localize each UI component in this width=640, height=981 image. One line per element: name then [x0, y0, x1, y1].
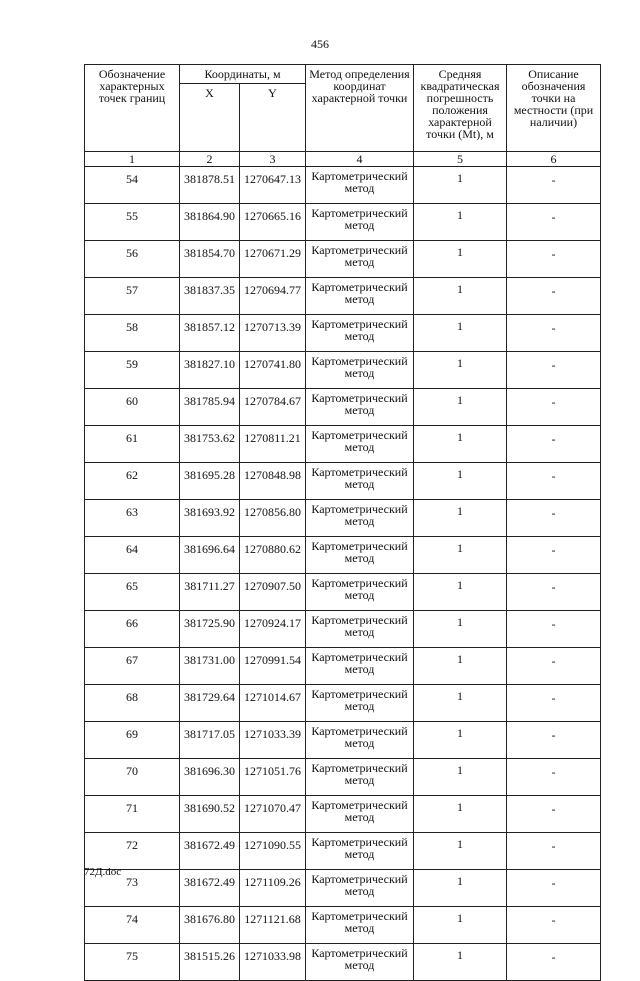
- x-coordinate-cell: 381725.90: [180, 611, 240, 648]
- header-x: X: [180, 84, 240, 152]
- mt-cell: 1: [414, 759, 507, 796]
- method-line-2: метод: [344, 218, 375, 232]
- method-line-2: метод: [344, 366, 375, 380]
- method-line-2: метод: [344, 477, 375, 491]
- table-row: [85, 611, 601, 648]
- description-cell: -: [507, 389, 601, 426]
- x-coordinate-cell: 381785.94: [180, 389, 240, 426]
- description-cell: -: [507, 241, 601, 278]
- y-coordinate-cell: 1270665.16: [240, 204, 306, 241]
- description-cell: -: [507, 426, 601, 463]
- method-line-2: метод: [344, 403, 375, 417]
- point-cell: 62: [85, 463, 180, 500]
- point-cell: 65: [85, 574, 180, 611]
- method-line-2: метод: [344, 551, 375, 565]
- table-row: [85, 574, 601, 611]
- description-cell: -: [507, 759, 601, 796]
- description-cell: -: [507, 833, 601, 870]
- x-coordinate-cell: 381695.28: [180, 463, 240, 500]
- x-coordinate-cell: 381672.49: [180, 833, 240, 870]
- mt-cell: 1: [414, 944, 507, 981]
- description-cell: -: [507, 500, 601, 537]
- method-line-2: метод: [344, 699, 375, 713]
- x-coordinate-cell: 381753.62: [180, 426, 240, 463]
- method-line-1: Картометрический: [311, 539, 408, 553]
- header-method: Метод определения координат характерной точки: [306, 65, 414, 152]
- table-row: [85, 796, 601, 833]
- method-line-1: Картометрический: [311, 354, 408, 368]
- y-coordinate-cell: 1271121.68: [240, 907, 306, 944]
- method-line-2: метод: [344, 625, 375, 639]
- method-cell: [306, 685, 414, 722]
- point-cell: 58: [85, 315, 180, 352]
- column-number: 3: [240, 152, 306, 167]
- point-cell: 57: [85, 278, 180, 315]
- method-cell: [306, 315, 414, 352]
- method-line-1: Картометрический: [311, 428, 408, 442]
- point-cell: 72: [85, 833, 180, 870]
- method-line-2: метод: [344, 292, 375, 306]
- method-line-2: метод: [344, 773, 375, 787]
- method-cell: [306, 611, 414, 648]
- table-row: [85, 204, 601, 241]
- mt-cell: 1: [414, 278, 507, 315]
- table-row: [85, 167, 601, 204]
- mt-cell: 1: [414, 241, 507, 278]
- x-coordinate-cell: 381690.52: [180, 796, 240, 833]
- method-line-1: Картометрический: [311, 502, 408, 516]
- method-cell: [306, 389, 414, 426]
- method-line-2: метод: [344, 329, 375, 343]
- mt-cell: 1: [414, 315, 507, 352]
- column-number: 6: [507, 152, 601, 167]
- description-cell: -: [507, 944, 601, 981]
- method-cell: [306, 204, 414, 241]
- x-coordinate-cell: 381693.92: [180, 500, 240, 537]
- method-line-1: Картометрический: [311, 465, 408, 479]
- description-cell: -: [507, 685, 601, 722]
- y-coordinate-cell: 1271090.55: [240, 833, 306, 870]
- x-coordinate-cell: 381854.70: [180, 241, 240, 278]
- mt-cell: 1: [414, 685, 507, 722]
- mt-cell: 1: [414, 426, 507, 463]
- method-line-2: метод: [344, 921, 375, 935]
- column-number: 5: [414, 152, 507, 167]
- mt-cell: 1: [414, 500, 507, 537]
- table-row: [85, 907, 601, 944]
- x-coordinate-cell: 381857.12: [180, 315, 240, 352]
- y-coordinate-cell: 1270880.62: [240, 537, 306, 574]
- mt-cell: 1: [414, 389, 507, 426]
- point-cell: 61: [85, 426, 180, 463]
- mt-cell: 1: [414, 352, 507, 389]
- method-line-1: Картометрический: [311, 909, 408, 923]
- point-cell: 60: [85, 389, 180, 426]
- mt-cell: 1: [414, 870, 507, 907]
- table-row: [85, 722, 601, 759]
- table-row: [85, 833, 601, 870]
- y-coordinate-cell: 1270694.77: [240, 278, 306, 315]
- method-line-1: Картометрический: [311, 761, 408, 775]
- y-coordinate-cell: 1270741.80: [240, 352, 306, 389]
- x-coordinate-cell: 381837.35: [180, 278, 240, 315]
- table-row: [85, 278, 601, 315]
- x-coordinate-cell: 381864.90: [180, 204, 240, 241]
- y-coordinate-cell: 1271033.98: [240, 944, 306, 981]
- x-coordinate-cell: 381676.80: [180, 907, 240, 944]
- method-line-2: метод: [344, 810, 375, 824]
- x-coordinate-cell: 381731.00: [180, 648, 240, 685]
- point-cell: 70: [85, 759, 180, 796]
- x-coordinate-cell: 381717.05: [180, 722, 240, 759]
- description-cell: -: [507, 315, 601, 352]
- method-line-1: Картометрический: [311, 391, 408, 405]
- description-cell: -: [507, 167, 601, 204]
- x-coordinate-cell: 381515.26: [180, 944, 240, 981]
- method-cell: [306, 167, 414, 204]
- mt-cell: 1: [414, 907, 507, 944]
- point-cell: 69: [85, 722, 180, 759]
- method-cell: [306, 500, 414, 537]
- method-line-1: Картометрический: [311, 835, 408, 849]
- boundary-points-table: [84, 64, 601, 981]
- y-coordinate-cell: 1270811.21: [240, 426, 306, 463]
- header-y: Y: [240, 84, 306, 152]
- table-row: [85, 315, 601, 352]
- x-coordinate-cell: 381878.51: [180, 167, 240, 204]
- description-cell: -: [507, 870, 601, 907]
- method-cell: [306, 648, 414, 685]
- x-coordinate-cell: 381729.64: [180, 685, 240, 722]
- column-number: 2: [180, 152, 240, 167]
- point-cell: 66: [85, 611, 180, 648]
- y-coordinate-cell: 1270856.80: [240, 500, 306, 537]
- y-coordinate-cell: 1271033.39: [240, 722, 306, 759]
- method-line-2: метод: [344, 514, 375, 528]
- y-coordinate-cell: 1270784.67: [240, 389, 306, 426]
- method-line-1: Картометрический: [311, 243, 408, 257]
- method-line-1: Картометрический: [311, 872, 408, 886]
- method-line-2: метод: [344, 588, 375, 602]
- table-row: [85, 389, 601, 426]
- table-row: [85, 500, 601, 537]
- mt-cell: 1: [414, 833, 507, 870]
- y-coordinate-cell: 1270991.54: [240, 648, 306, 685]
- x-coordinate-cell: 381711.27: [180, 574, 240, 611]
- description-cell: -: [507, 611, 601, 648]
- table-row: [85, 352, 601, 389]
- y-coordinate-cell: 1270713.39: [240, 315, 306, 352]
- point-cell: 54: [85, 167, 180, 204]
- description-cell: -: [507, 907, 601, 944]
- method-cell: [306, 278, 414, 315]
- header-mt: Средняя квадратическая погрешность положения характерной точки (Mt), м: [414, 65, 507, 152]
- column-number: 4: [306, 152, 414, 167]
- method-cell: [306, 241, 414, 278]
- y-coordinate-cell: 1271070.47: [240, 796, 306, 833]
- description-cell: -: [507, 463, 601, 500]
- method-cell: [306, 907, 414, 944]
- point-cell: 63: [85, 500, 180, 537]
- description-cell: -: [507, 537, 601, 574]
- file-name-footer: 72Д.doc: [84, 866, 122, 878]
- method-cell: [306, 759, 414, 796]
- x-coordinate-cell: 381672.49: [180, 870, 240, 907]
- method-line-1: Картометрический: [311, 576, 408, 590]
- point-cell: 71: [85, 796, 180, 833]
- description-cell: -: [507, 796, 601, 833]
- method-line-1: Картометрический: [311, 317, 408, 331]
- description-cell: -: [507, 352, 601, 389]
- table-row: [85, 537, 601, 574]
- method-line-1: Картометрический: [311, 798, 408, 812]
- y-coordinate-cell: 1270848.98: [240, 463, 306, 500]
- description-cell: -: [507, 722, 601, 759]
- point-cell: 55: [85, 204, 180, 241]
- x-coordinate-cell: 381827.10: [180, 352, 240, 389]
- mt-cell: 1: [414, 648, 507, 685]
- method-line-2: метод: [344, 181, 375, 195]
- method-cell: [306, 796, 414, 833]
- point-cell: 67: [85, 648, 180, 685]
- description-cell: -: [507, 278, 601, 315]
- point-cell: 64: [85, 537, 180, 574]
- mt-cell: 1: [414, 204, 507, 241]
- y-coordinate-cell: 1271051.76: [240, 759, 306, 796]
- point-cell: 74: [85, 907, 180, 944]
- method-line-1: Картометрический: [311, 613, 408, 627]
- method-line-2: метод: [344, 736, 375, 750]
- mt-cell: 1: [414, 167, 507, 204]
- header-coordinates: Координаты, м: [180, 65, 306, 84]
- method-line-2: метод: [344, 884, 375, 898]
- y-coordinate-cell: 1270647.13: [240, 167, 306, 204]
- point-cell: 75: [85, 944, 180, 981]
- table-body: [85, 167, 601, 981]
- method-cell: [306, 870, 414, 907]
- method-line-2: метод: [344, 662, 375, 676]
- page-number: 456: [311, 37, 329, 51]
- method-cell: [306, 833, 414, 870]
- table-row: [85, 648, 601, 685]
- header-description: Описание обозначения точки на местности (при наличии): [507, 65, 601, 152]
- mt-cell: 1: [414, 463, 507, 500]
- method-cell: [306, 352, 414, 389]
- column-number: 1: [85, 152, 180, 167]
- table-row: [85, 241, 601, 278]
- method-cell: [306, 722, 414, 759]
- description-cell: -: [507, 648, 601, 685]
- method-line-1: Картометрический: [311, 687, 408, 701]
- method-cell: [306, 426, 414, 463]
- point-cell: 59: [85, 352, 180, 389]
- mt-cell: 1: [414, 574, 507, 611]
- description-cell: -: [507, 204, 601, 241]
- mt-cell: 1: [414, 796, 507, 833]
- y-coordinate-cell: 1270907.50: [240, 574, 306, 611]
- y-coordinate-cell: 1271014.67: [240, 685, 306, 722]
- method-line-2: метод: [344, 958, 375, 972]
- method-cell: [306, 463, 414, 500]
- mt-cell: 1: [414, 611, 507, 648]
- table-row: [85, 426, 601, 463]
- mt-cell: 1: [414, 537, 507, 574]
- table-header: [85, 65, 601, 167]
- x-coordinate-cell: 381696.64: [180, 537, 240, 574]
- point-cell: 73: [85, 870, 180, 907]
- method-line-1: Картометрический: [311, 206, 408, 220]
- table-row: [85, 870, 601, 907]
- mt-cell: 1: [414, 722, 507, 759]
- x-coordinate-cell: 381696.30: [180, 759, 240, 796]
- method-line-1: Картометрический: [311, 946, 408, 960]
- y-coordinate-cell: 1270924.17: [240, 611, 306, 648]
- header-point: Обозначение характерных точек границ: [85, 65, 180, 152]
- table-row: [85, 463, 601, 500]
- table-row: [85, 685, 601, 722]
- method-line-2: метод: [344, 255, 375, 269]
- point-cell: 68: [85, 685, 180, 722]
- method-line-1: Картометрический: [311, 650, 408, 664]
- method-line-1: Картометрический: [311, 169, 408, 183]
- method-cell: [306, 574, 414, 611]
- method-cell: [306, 944, 414, 981]
- method-line-2: метод: [344, 847, 375, 861]
- y-coordinate-cell: 1271109.26: [240, 870, 306, 907]
- method-line-1: Картометрический: [311, 724, 408, 738]
- point-cell: 56: [85, 241, 180, 278]
- table-row: [85, 759, 601, 796]
- method-line-1: Картометрический: [311, 280, 408, 294]
- method-line-2: метод: [344, 440, 375, 454]
- table-row: [85, 944, 601, 981]
- method-cell: [306, 537, 414, 574]
- y-coordinate-cell: 1270671.29: [240, 241, 306, 278]
- description-cell: -: [507, 574, 601, 611]
- column-numbers-row: [85, 152, 601, 167]
